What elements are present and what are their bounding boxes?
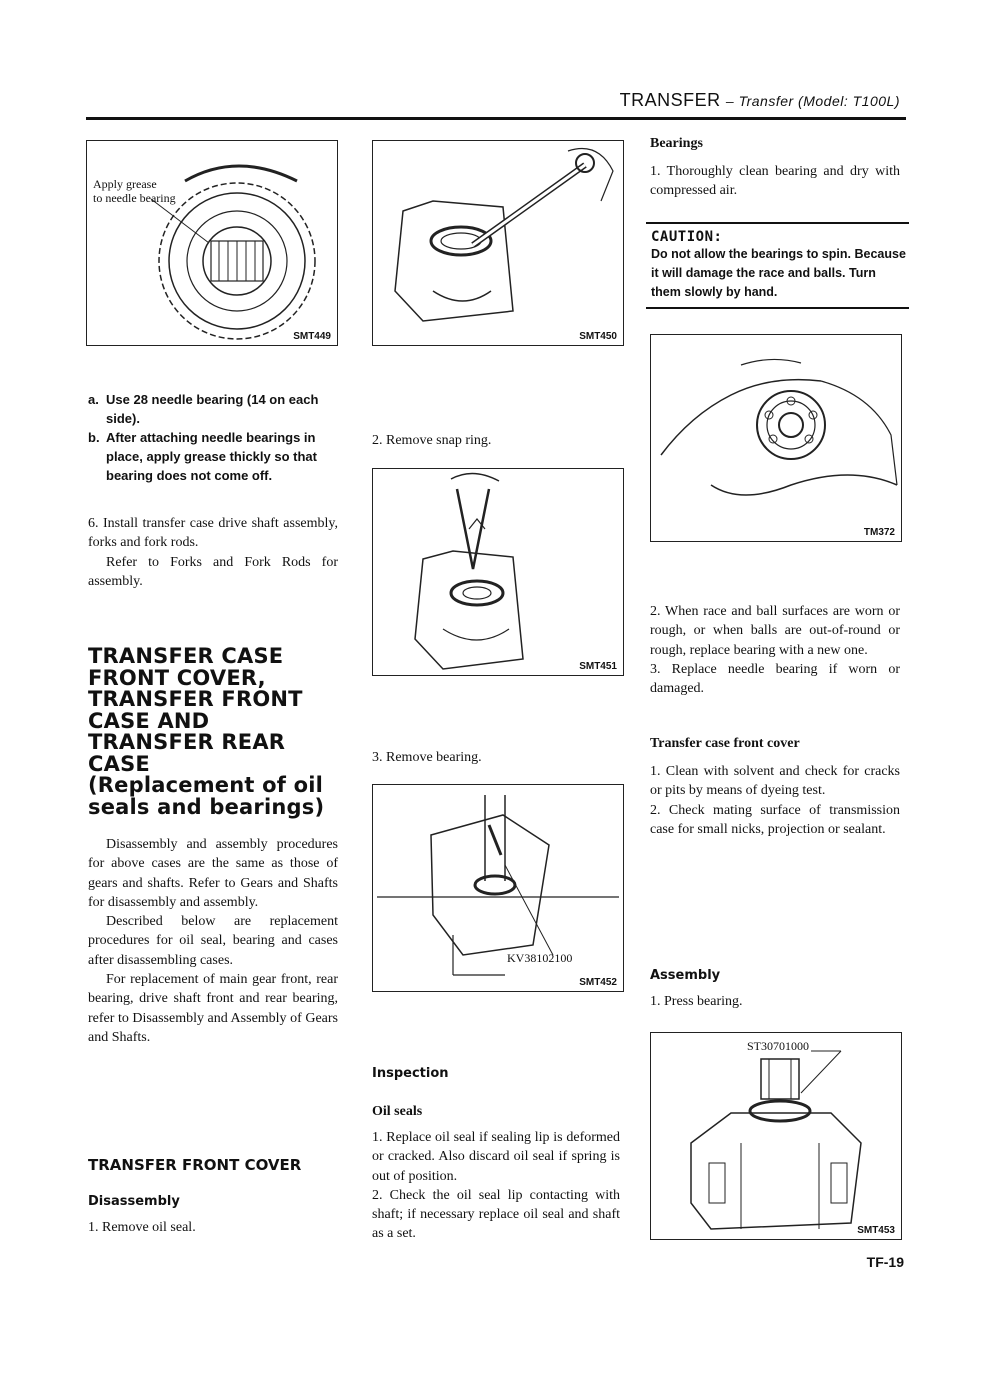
oil-seal-steps <box>372 1128 620 1244</box>
bearings-step-2: 2. When race and ball surfaces are worn or rough, or when balls are out-of-round or rough, replace bearing with a new one. <box>650 604 900 658</box>
caution-title: CAUTION: <box>651 229 723 245</box>
special-tool-label: KV38102100 <box>507 951 573 965</box>
bearings-step-3: 3. Replace needle bearing if worn or damaged. <box>650 661 900 697</box>
figure-tag: SMT450 <box>579 331 617 342</box>
oil-seals-heading: Oil seals <box>372 1104 423 1119</box>
section-heading: TRANSFER CASE FRONT COVER, TRANSFER FRONT CASE AND TRANSFER REAR CASE (Replacement of oil seals and bearings) <box>88 644 325 819</box>
bearing-puller-illustration <box>373 785 623 991</box>
caution-box <box>646 222 909 309</box>
figure-tag: SMT453 <box>857 1225 895 1236</box>
figure-tag: TM372 <box>863 527 895 538</box>
figure-tag: SMT452 <box>579 977 617 988</box>
figure-tag: SMT451 <box>579 661 617 672</box>
figure-smt452 <box>372 784 624 992</box>
bearings-step-1: 1. Thoroughly clean bearing and dry with compressed air. <box>650 164 900 199</box>
figure-tm372 <box>650 334 902 542</box>
header-section: TRANSFER <box>619 90 721 110</box>
note-b: b. After attaching needle bearings in place, apply grease thickly so that bearing does not come off. <box>88 430 317 483</box>
hands-turning-bearing-illustration <box>651 335 901 541</box>
disassembly-heading: Disassembly <box>88 1194 180 1209</box>
header-subtitle: – Transfer (Model: T100L) <box>725 93 900 109</box>
bearings-steps-2-3 <box>650 602 900 698</box>
step-3-remove-bearing: 3. Remove bearing. <box>372 750 482 765</box>
paragraph-1: Disassembly and assembly procedures for above cases are the same as those of gears and shafts. Refer to Gears and Shafts for disassembly and assembly. <box>88 837 338 910</box>
notes-list <box>88 390 338 485</box>
special-tool-label: ST30701000 <box>747 1039 810 1053</box>
callout-line-2: to needle bearing <box>93 191 176 205</box>
step-6: 6. Install transfer case drive shaft assembly, forks and fork rods. Refer to Forks and Fork Rods for assembly. <box>88 514 338 591</box>
subsection-heading: TRANSFER FRONT COVER <box>88 1156 302 1174</box>
intro-paragraphs <box>88 835 338 1047</box>
figure-smt451 <box>372 468 624 676</box>
note-a: a. Use 28 needle bearing (14 on each side). <box>88 392 319 426</box>
step-1-remove-oil-seal: 1. Remove oil seal. <box>88 1220 196 1235</box>
front-cover-heading: Transfer case front cover <box>650 736 800 751</box>
header-rule <box>86 117 906 120</box>
front-cover-step-2: 2. Check mating surface of transmission case for small nicks, projection or sealant. <box>650 802 900 837</box>
figure-smt450 <box>372 140 624 346</box>
paragraph-2: Described below are replacement procedures for oil seal, bearing and cases after disassembling cases. <box>88 914 338 968</box>
gear-needle-bearing-illustration <box>87 141 337 345</box>
pliers-snap-ring-illustration <box>373 469 623 675</box>
oil-seal-step-1: 1. Replace oil seal if sealing lip is deformed or cracked. Also discard oil seal if spring is out of position. <box>372 1130 620 1184</box>
inspection-heading: Inspection <box>372 1066 449 1081</box>
assembly-heading: Assembly <box>650 968 721 983</box>
front-cover-step-1: 1. Clean with solvent and check for cracks or pits by means of dyeing test. <box>650 764 900 799</box>
page-number: TF-19 <box>866 1254 904 1270</box>
caution-text: Do not allow the bearings to spin. Because it will damage the race and balls. Turn them slowly by hand. <box>651 247 906 299</box>
front-cover-steps <box>650 762 900 839</box>
callout-line-1: Apply grease <box>93 177 157 191</box>
figure-smt449 <box>86 140 338 346</box>
running-header <box>620 90 900 111</box>
step-6-reference: Refer to Forks and Fork Rods for assembly. <box>88 554 338 589</box>
snap-ring-tool-illustration <box>373 141 623 345</box>
figure-tag: SMT449 <box>293 331 331 342</box>
bearings-heading: Bearings <box>650 136 703 151</box>
step-2-remove-snap-ring: 2. Remove snap ring. <box>372 433 492 448</box>
paragraph-3: For replacement of main gear front, rear bearing, drive shaft front and rear bearing, refer to Disassembly and Assembly of Gears and Shafts. <box>88 972 338 1045</box>
oil-seal-step-2: 2. Check the oil seal lip contacting with shaft; if necessary replace oil seal and shaft as a set. <box>372 1187 620 1242</box>
figure-smt453 <box>650 1032 902 1240</box>
figure-callout <box>93 177 176 205</box>
press-bearing-illustration <box>651 1033 901 1239</box>
assembly-step-1: 1. Press bearing. <box>650 994 743 1009</box>
